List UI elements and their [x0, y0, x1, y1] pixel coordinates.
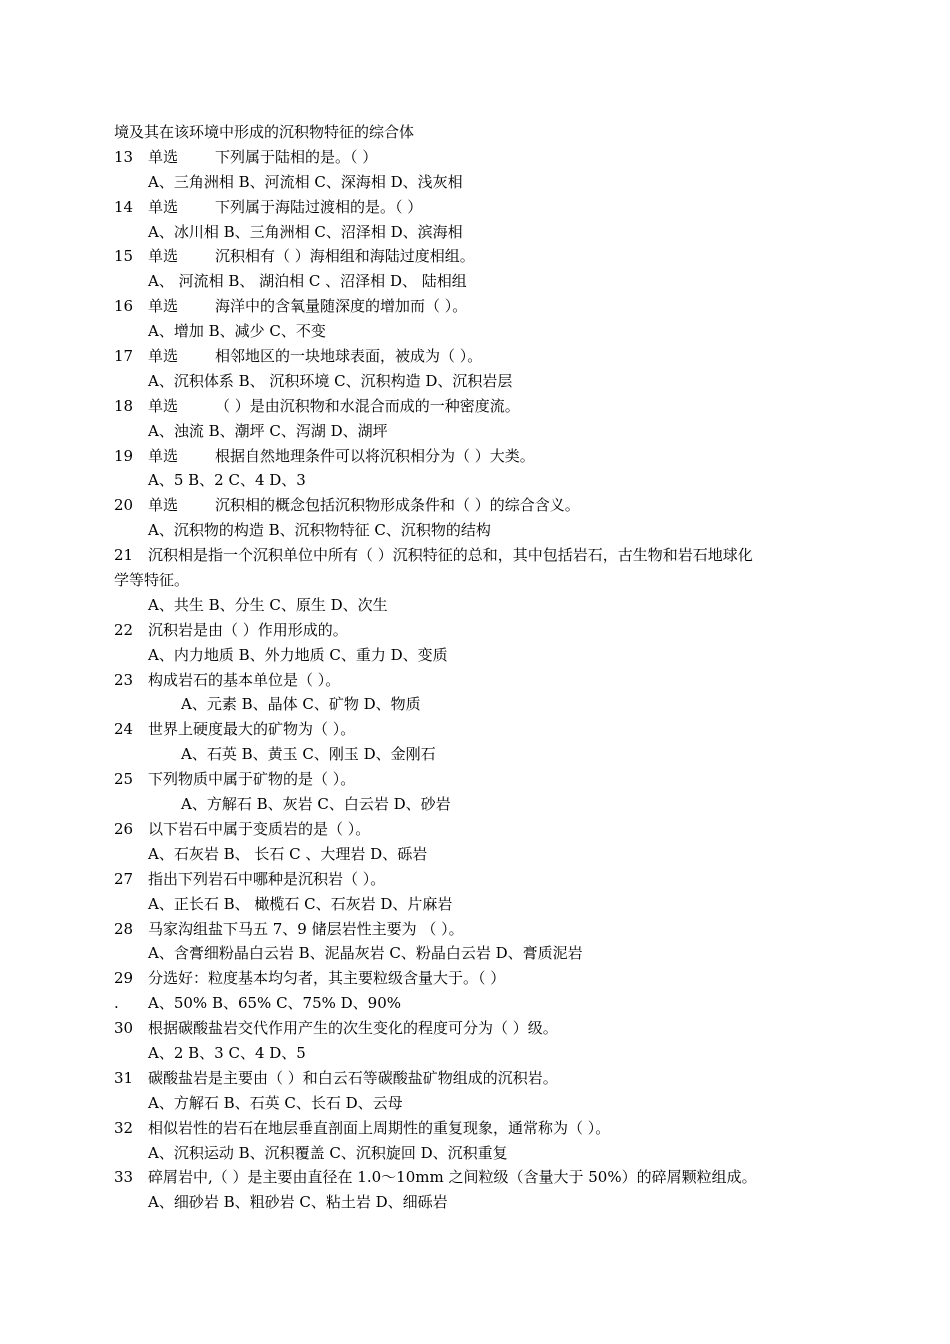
question-text: 以下岩石中属于变质岩的是（ ）。 [148, 819, 371, 838]
question-text: 沉积相是指一个沉积单位中所有（ ）沉积特征的总和，其中包括岩石，古生物和岩石地球化 [148, 546, 753, 565]
options-text: A、含膏细粉晶白云岩 B、泥晶灰岩 C、粉晶白云岩 D、膏质泥岩 [148, 944, 583, 963]
options-text: A、细砂岩 B、粗砂岩 C、粘土岩 D、细砾岩 [148, 1193, 448, 1212]
text-line [0, 941, 950, 966]
question-number: 18 [114, 396, 134, 415]
text-line [0, 817, 950, 842]
question-text: 沉积岩是由（ ）作用形成的。 [148, 620, 348, 639]
text-line [0, 1066, 950, 1091]
text-line [0, 1141, 950, 1166]
options-text: A、沉积体系 B、 沉积环境 C、沉积构造 D、沉积岩层 [148, 371, 513, 390]
text-line [0, 767, 950, 792]
question-number: 31 [114, 1068, 134, 1087]
options-text: A、元素 B、晶体 C、矿物 D、物质 [181, 695, 421, 714]
options-text: A、方解石 B、石英 C、长石 D、云母 [148, 1093, 403, 1112]
text-line [0, 1041, 950, 1066]
text-line [0, 319, 950, 344]
question-number: 30 [114, 1019, 134, 1038]
question-text: 碳酸盐岩是主要由（ ）和白云石等碳酸盐矿物组成的沉积岩。 [148, 1068, 558, 1087]
question-number: 32 [114, 1118, 134, 1137]
question-text: 根据自然地理条件可以将沉积相分为（ ）大类。 [215, 446, 535, 465]
text-line [0, 692, 950, 717]
text-line [0, 145, 950, 170]
text-line [0, 493, 950, 518]
text-line [0, 195, 950, 220]
question-number: 16 [114, 297, 134, 316]
question-type: 单选 [148, 396, 179, 415]
text-line [0, 170, 950, 195]
text-line [0, 468, 950, 493]
question-text: 指出下列岩石中哪种是沉积岩（ ）。 [148, 869, 386, 888]
question-text: 下列属于陆相的是。（ ） [215, 147, 378, 166]
options-text: A、 河流相 B、 湖泊相 C 、沼泽相 D、 陆相组 [148, 272, 467, 291]
question-text: 下列物质中属于矿物的是（ ）。 [148, 770, 356, 789]
question-type: 单选 [148, 446, 179, 465]
text-line [0, 1165, 950, 1190]
text-line [0, 294, 950, 319]
question-number: 13 [114, 147, 134, 166]
question-text: 下列属于海陆过渡相的是。（ ） [215, 197, 423, 216]
text-line [0, 717, 950, 742]
options-text: A、共生 B、分生 C、原生 D、次生 [148, 595, 388, 614]
question-text: 相似岩性的岩石在地层垂直剖面上周期性的重复现象，通常称为（ ）。 [148, 1118, 611, 1137]
question-number: 28 [114, 919, 134, 938]
options-text: A、5 B、2 C、4 D、3 [148, 471, 306, 490]
question-number: 33 [114, 1168, 134, 1187]
text-line [0, 244, 950, 269]
text-line [0, 1190, 950, 1215]
text-line [0, 344, 950, 369]
question-text: （ ）是由沉积物和水混合而成的一种密度流。 [215, 396, 520, 415]
question-text: 碎屑岩中,（ ）是主要由直径在 1.0～10mm 之间粒级（含量大于 50%）的碎屑颗粒组成。 [148, 1168, 757, 1187]
options-text: A、石英 B、黄玉 C、刚玉 D、金刚石 [181, 745, 436, 764]
text-line [0, 369, 950, 394]
text-line [0, 120, 950, 145]
question-text: 构成岩石的基本单位是（ ）。 [148, 670, 341, 689]
question-text: 根据碳酸盐岩交代作用产生的次生变化的程度可分为（ ）级。 [148, 1019, 558, 1038]
text-line [0, 518, 950, 543]
options-text: A、石灰岩 B、 长石 C 、大理岩 D、砾岩 [148, 844, 428, 863]
question-type: 单选 [148, 347, 179, 366]
text-line [0, 867, 950, 892]
options-text: A、2 B、3 C、4 D、5 [148, 1043, 306, 1062]
text-line [0, 593, 950, 618]
text-line [0, 220, 950, 245]
text-line [0, 842, 950, 867]
options-text: A、增加 B、减少 C、不变 [148, 322, 326, 341]
text-line [0, 1016, 950, 1041]
question-number: 14 [114, 197, 134, 216]
question-number: 19 [114, 446, 134, 465]
document-page [0, 120, 950, 1215]
options-text: A、正长石 B、 橄榄石 C、石灰岩 D、片麻岩 [148, 894, 453, 913]
text-line [0, 394, 950, 419]
text-line [0, 444, 950, 469]
question-number: 24 [114, 720, 134, 739]
text-line [0, 966, 950, 991]
question-type: 单选 [148, 297, 179, 316]
question-number: 26 [114, 819, 134, 838]
options-text: A、三角洲相 B、河流相 C、深海相 D、浅灰相 [148, 172, 463, 191]
options-text: A、沉积物的构造 B、沉积物特征 C、沉积物的结构 [148, 521, 491, 540]
options-text: A、沉积运动 B、沉积覆盖 C、沉积旋回 D、沉积重复 [148, 1143, 508, 1162]
text-line [0, 1091, 950, 1116]
question-number: 29 [114, 969, 134, 988]
question-number: 25 [114, 770, 134, 789]
question-type: 单选 [148, 197, 179, 216]
question-text: 分选好：粒度基本均匀者，其主要粒级含量大于。（ ） [148, 969, 506, 988]
text-line [0, 1116, 950, 1141]
question-text: 世界上硬度最大的矿物为（ ）。 [148, 720, 356, 739]
question-type: 单选 [148, 147, 179, 166]
text-line [0, 792, 950, 817]
options-text: 境及其在该环境中形成的沉积物特征的综合体 [114, 123, 415, 141]
question-text: 相邻地区的一块地球表面，被成为（ ）。 [215, 347, 483, 366]
options-text: A、冰川相 B、三角洲相 C、沼泽相 D、滨海相 [148, 222, 463, 241]
text-line [0, 643, 950, 668]
text-line [0, 742, 950, 767]
question-number: 27 [114, 869, 134, 888]
question-number: 17 [114, 347, 134, 366]
text-line [0, 668, 950, 693]
text-line [0, 419, 950, 444]
question-number: 15 [114, 247, 134, 266]
question-text: A、50% B、65% C、75% D、90% [148, 994, 402, 1013]
question-text: 沉积相有（ ）海相组和海陆过度相组。 [215, 247, 475, 266]
question-number: 21 [114, 546, 134, 565]
question-text: 海洋中的含氧量随深度的增加而（ ）。 [215, 297, 468, 316]
text-line [0, 568, 950, 593]
options-text: A、内力地质 B、外力地质 C、重力 D、变质 [148, 645, 448, 664]
question-number: 20 [114, 496, 134, 515]
text-line [0, 543, 950, 568]
question-number: 23 [114, 670, 134, 689]
question-type: 单选 [148, 496, 179, 515]
question-number: 22 [114, 620, 134, 639]
options-text: A、浊流 B、潮坪 C、泻湖 D、湖坪 [148, 421, 388, 440]
question-text: 马家沟组盐下马五 7、9 储层岩性主要为 （ ）。 [148, 919, 464, 938]
text-line [0, 917, 950, 942]
options-text: A、方解石 B、灰岩 C、白云岩 D、砂岩 [181, 795, 451, 814]
question-text: 沉积相的概念包括沉积物形成条件和（ ）的综合含义。 [215, 496, 580, 515]
question-number: . [114, 994, 119, 1013]
text-line [0, 892, 950, 917]
text-line [0, 618, 950, 643]
options-text: 学等特征。 [114, 571, 190, 590]
question-type: 单选 [148, 247, 179, 266]
text-line [0, 269, 950, 294]
text-line [0, 991, 950, 1016]
